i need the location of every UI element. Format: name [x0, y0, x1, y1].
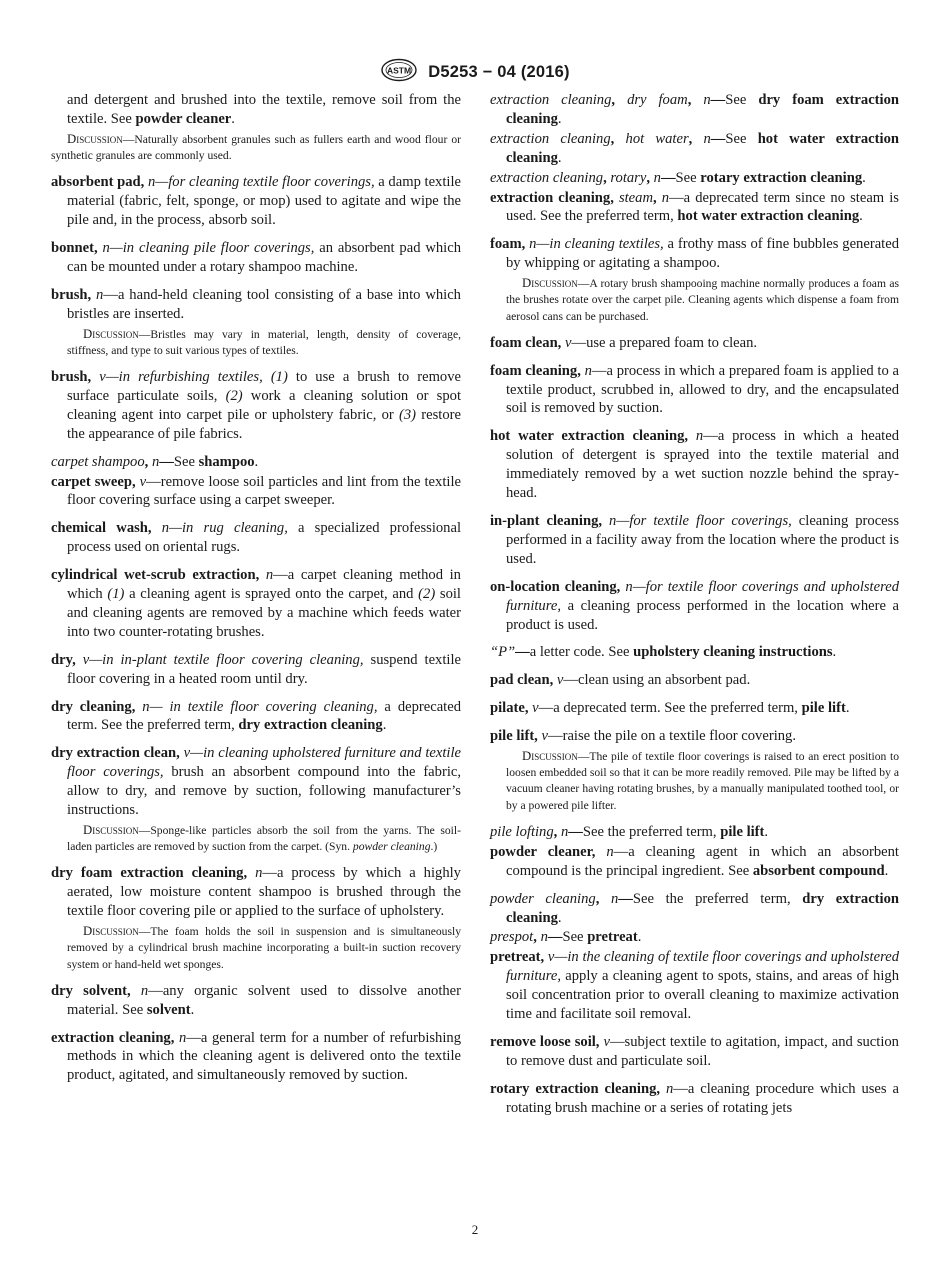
- left-column: [51, 91, 461, 1094]
- right-column: [490, 91, 899, 1127]
- discussion-note: Discussion—A rotary brush shampooing machine normally produces a foam as the brushes rotate over the carpet pile. Cleaning agents which dispense a foam from aerosol cans can be purchased.: [506, 276, 899, 323]
- definition-pile-lift: pile lift, v—raise the pile on a textile floor covering. Discussion—The pile of textile floor coverings is raised to an erect position to loosen embedded soil so that it can be more readily removed. Pile may be lifted by a vacuum cleaner having rotating brushes, by a manually manipulated toothed tool, or by a powered pile lifter.: [490, 727, 899, 814]
- definition-pilate: pilate, v—a deprecated term. See the preferred term, pile lift.: [490, 700, 850, 717]
- definition-chemical-wash: chemical wash, n—in rug cleaning, a specialized professional process used on oriental rugs.: [51, 520, 461, 556]
- definition-dry-cleaning: dry cleaning, n— in textile floor covering cleaning, a deprecated term. See the preferred term, dry extraction cleaning.: [51, 698, 462, 734]
- definition-foam-cleaning: foam cleaning, n—a process in which a prepared foam is applied to a textile product, scrubbed in, allowed to dry, and the encapsulated soil is removed by suction.: [490, 362, 899, 417]
- definition-on-location-cleaning: on-location cleaning, n—for textile floor coverings and upholstered furniture, a cleaning process performed in the location where a product is used.: [490, 578, 899, 633]
- definition-bonnet: bonnet, n—in cleaning pile floor coverings, an absorbent pad which can be mounted under a rotary shampoo machine.: [51, 239, 462, 275]
- definition-pile-lofting: pile lofting, n—See the preferred term, pile lift.: [490, 823, 769, 840]
- definition-brush-noun: brush, n—a hand-held cleaning tool consisting of a base into which bristles are inserted. Discussion—Bristles may vary in material, length, density of coverage, stiffness, and type to suit various types of textiles.: [51, 286, 461, 359]
- definition-foam: foam, n—in cleaning textiles, a frothy mass of fine bubbles generated by whipping or agitating a shampoo. Discussion—A rotary brush shampooing machine normally produces a foam as the brushes rotate over the carpet pile. Cleaning agents which dispense a foam from aerosol cans can be purchased.: [490, 235, 899, 324]
- definition-p-code: “P”—a letter code. See upholstery cleaning instructions.: [490, 644, 837, 661]
- definition-hot-water-extraction: hot water extraction cleaning, n—a process in which a heated solution of detergent is sprayed into the textile material and immediately removed by a wet suction nozzle behind the spray-head.: [490, 428, 900, 502]
- discussion-note: Discussion—The foam holds the soil in suspension and is simultaneously removed by a cylindrical brush machine incorporating a built-in suction recovery system or hand-held wet sponges.: [67, 924, 461, 971]
- intro-continuation: and detergent and brushed into the textile, remove soil from the textile. See powder cleaner. Discussion—Naturally absorbent granules such as fullers earth and wood flour or synthetic granules are commonly used.: [51, 91, 461, 164]
- definition-dry-extraction-clean: dry extraction clean, v—in cleaning upholstered furniture and textile floor coverings, brush an absorbent compound into the fabric, allow to dry, and remove by suction, following manufacturer’s instructions. Discussion—Sponge-like particles absorb the soil from the yarns. The soil-laden particles are removed by suction from the carpet. (Syn. powder cleaning.): [51, 744, 461, 855]
- definition-dry-foam-extraction: dry foam extraction cleaning, n—a process by which a highly aerated, low moisture content shampoo is brushed through the textile floor covering pile or applied to the surface of upholstery. Discussion—The foam holds the soil in suspension and is simultaneously removed by a cylindrical brush machine incorporating a built-in suction recovery system or hand-held wet sponges.: [51, 864, 461, 972]
- svg-text:ASTM: ASTM: [387, 65, 412, 76]
- definition-foam-clean: foam clean, v—use a prepared foam to clean.: [490, 334, 758, 351]
- definition-dry: dry, v—in in-plant textile floor covering cleaning, suspend textile floor covering in a heated room until dry.: [51, 651, 461, 687]
- astm-logo-icon: [380, 58, 418, 87]
- definition-extraction-cleaning: extraction cleaning, n—a general term for a number of refurbishing methods in which the cleaning agent is delivered onto the textile product, agitated, and simultaneously removed by suction.: [51, 1029, 461, 1084]
- definition-remove-loose-soil: remove loose soil, v—subject textile to agitation, impact, and suction to remove dust and particulate soil.: [490, 1033, 899, 1069]
- definition-brush-verb: brush, v—in refurbishing textiles, (1) to use a brush to remove surface particulate soils, (2) work a cleaning solution or spot cleaning agent into carpet pile or upholstery fabric, or (3) restore the appearance of pile fabrics.: [51, 368, 462, 442]
- discussion-note: Discussion—Sponge-like particles absorb the soil from the yarns. The soil-laden particles are removed by suction from the carpet. (Syn. powder cleaning.): [67, 823, 461, 854]
- definition-pad-clean: pad clean, v—clean using an absorbent pad.: [490, 672, 751, 689]
- definition-absorbent-pad: absorbent pad, n—for cleaning textile floor coverings, a damp textile material (fabric, felt, sponge, or mop) used to agitate and wipe the pile and, in the process, absorb soil.: [51, 174, 461, 229]
- definition-extraction-steam: extraction cleaning, steam, n—a deprecated term since no steam is used. See the preferred term, hot water extraction cleaning.: [490, 189, 899, 225]
- cross-reference: powder cleaner: [135, 110, 232, 127]
- definition-extraction-rotary: extraction cleaning, rotary, n—See rotary extraction cleaning.: [490, 169, 866, 186]
- definition-powder-cleaning: powder cleaning, n—See the preferred term, dry extraction cleaning.: [490, 890, 900, 926]
- definition-dry-solvent: dry solvent, n—any organic solvent used to dissolve another material. See solvent.: [51, 982, 462, 1018]
- discussion-note: Discussion—Bristles may vary in material, length, density of coverage, stiffness, and type to suit various types of textiles.: [67, 326, 461, 357]
- document-designation: D5253 − 04 (2016): [428, 63, 570, 81]
- definition-extraction-dry-foam: extraction cleaning, dry foam, n—See dry foam extraction cleaning.: [490, 92, 900, 127]
- definition-extraction-hot-water: extraction cleaning, hot water, n—See hot water extraction cleaning.: [490, 130, 899, 166]
- definition-in-plant-cleaning: in-plant cleaning, n—for textile floor coverings, cleaning process performed in a facility away from the location where the product is used.: [490, 513, 900, 567]
- discussion-note: Discussion—The pile of textile floor coverings is raised to an erect position to loosen embedded soil so that it can be more readily removed. Pile may be lifted by a vacuum cleaner having rotating brushes, by a manually manipulated toothed tool, or by a powered pile lifter.: [506, 749, 899, 812]
- definition-rotary-extraction: rotary extraction cleaning, n—a cleaning procedure which uses a rotating brush machine or a series of rotating jets: [490, 1080, 899, 1116]
- definition-pretreat: pretreat, v—in the cleaning of textile floor coverings and upholstered furniture, apply a cleaning agent to spots, stains, and areas of high soil concentration prior to overall cleaning to maximize activation time and facilitate soil removal.: [490, 949, 899, 1023]
- page-header: [0, 58, 950, 82]
- definition-cylindrical-wet-scrub: cylindrical wet-scrub extraction, n—a carpet cleaning method in which (1) a cleaning agent is sprayed onto the carpet, and (2) soil and cleaning agents are removed by a machine which feeds water into two counter-rotating brushes.: [51, 567, 461, 640]
- discussion-note: Discussion—Naturally absorbent granules such as fullers earth and wood flour or synthetic granules are commonly used.: [51, 131, 461, 163]
- definition-carpet-shampoo: carpet shampoo, n—See shampoo.: [51, 453, 259, 470]
- definition-carpet-sweep: carpet sweep, v—remove loose soil particles and lint from the textile floor covering surface using a carpet sweeper.: [51, 473, 461, 509]
- definition-prespot: prespot, n—See pretreat.: [490, 929, 642, 946]
- definition-powder-cleaner: powder cleaner, n—a cleaning agent in which an absorbent compound is the principal ingredient. See absorbent compound.: [490, 843, 899, 879]
- page-number: 2: [471, 1222, 479, 1237]
